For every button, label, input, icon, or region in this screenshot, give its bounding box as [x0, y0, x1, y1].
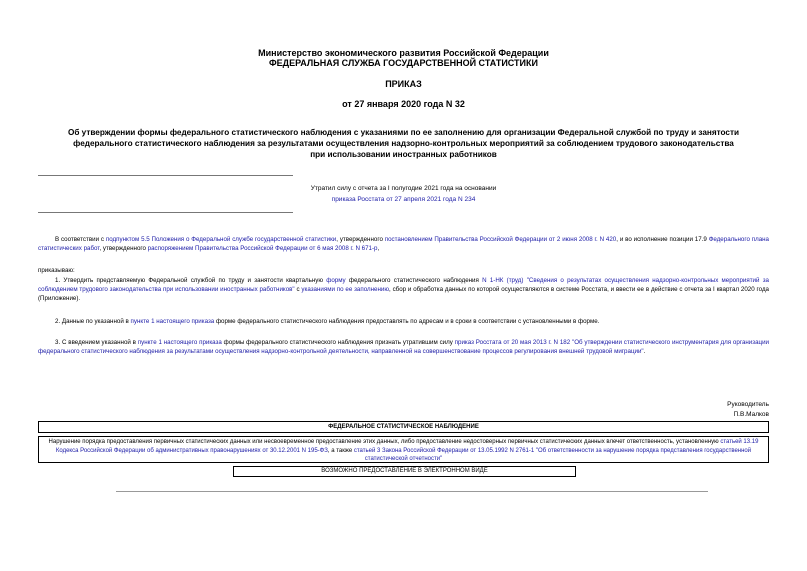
order-item-1	[38, 276, 769, 303]
link[interactable]: постановлением Правительства Российской Федерации от 2 июня 2008 г. N 420	[384, 236, 617, 243]
text: форме федерального статистического наблюдения предоставлять по адресам и в сроки в соответствии с установленными в форме.	[214, 318, 600, 325]
text: , утвержденного	[336, 236, 385, 243]
order-item-3	[38, 338, 769, 356]
text: , утвержденного	[99, 245, 148, 252]
electronic-submission-note: ВОЗМОЖНО ПРЕДОСТАВЛЕНИЕ В ЭЛЕКТРОННОМ ВИДЕ	[233, 466, 576, 477]
link[interactable]: Федерального плана статистических работ	[38, 236, 769, 252]
text: ,	[377, 245, 380, 252]
text: федерального статистического наблюдения	[345, 277, 483, 284]
divider	[38, 175, 293, 176]
title-line: Об утверждении формы федерального статистического наблюдения с указаниями по ее заполнению для организации Федеральной службой по труду и занятости	[67, 128, 740, 137]
text: 3. С введением указанной в	[55, 339, 138, 346]
document-type: ПРИКАЗ	[385, 79, 422, 89]
link[interactable]: распоряжением Правительства Российской Федерации от 6 мая 2008 г. N 671-р	[147, 245, 378, 252]
title-line: федерального статистического наблюдения за результатами осуществления надзорно-контрольных мероприятий за соблюдением трудового законодательства	[73, 139, 734, 148]
document-title	[0, 127, 807, 160]
document-date-number: от 27 января 2020 года N 32	[342, 99, 465, 109]
signature-block	[727, 400, 769, 420]
divider	[116, 491, 708, 492]
status-link[interactable]: приказа Росстата от 27 апреля 2021 года N 234	[331, 196, 476, 203]
text: формы федерального статистического наблюдения признать утратившим силу	[221, 339, 455, 346]
text: , и во исполнение позиции 17.9	[616, 236, 709, 243]
text: В соответствии с	[55, 236, 106, 243]
link[interactable]: указаниями по ее заполнению	[301, 286, 390, 293]
ministry-name: Министерство экономического развития Российской Федерации	[258, 48, 549, 58]
form-warning	[38, 436, 769, 463]
agency-name: ФЕДЕРАЛЬНАЯ СЛУЖБА ГОСУДАРСТВЕННОЙ СТАТИСТИКИ	[269, 58, 538, 68]
intro-paragraph	[38, 235, 769, 253]
link[interactable]: форму	[326, 277, 346, 284]
signature-name: П.В.Малков	[733, 411, 769, 418]
status-line: Утратил силу с отчета за I полугодие 2021 года на основании	[310, 185, 497, 192]
form-heading: ФЕДЕРАЛЬНОЕ СТАТИСТИЧЕСКОЕ НАБЛЮДЕНИЕ	[38, 421, 769, 433]
link[interactable]: статьей 13.19 Кодекса Российской Федерации об административных правонарушениях от 30.12.2001 N 195-ФЗ	[55, 439, 759, 454]
text: с	[294, 286, 302, 293]
text: , сбор и обработка данных по которой осуществляются в системе Росстата, и ввести ее в действие с отчета за I квартал 2020 года (Приложение).	[38, 286, 769, 302]
link[interactable]: приказ Росстата от 20 мая 2013 г. N 182 "Об утверждении статистического инструментария для организации федерального статистического наблюдения за результатами осуществления надзорно-контрольной деятельности, направленной на совершенствование процессов регулирования внешней трудовой миграции"	[38, 339, 769, 355]
signature-role: Руководитель	[727, 401, 769, 408]
text: 2. Данные по указанной в	[55, 318, 131, 325]
text: Нарушение порядка предоставления первичных статистических данных или несвоевременное предоставление этих данных, либо предоставление недостоверных первичных статистических данных влечет ответственность, установленную	[48, 439, 721, 445]
title-line: при использовании иностранных работников	[310, 150, 497, 159]
text: 1. Утвердить представляемую Федеральной службой по труду и занятости квартальную	[55, 277, 327, 284]
link[interactable]: статьей 3 Закона Российской Федерации от 13.05.1992 N 2761-1 "Об ответственности за нарушение порядка представления государственной статистической отчетности"	[353, 447, 752, 462]
link[interactable]: пункте 1 настоящего приказа	[130, 318, 215, 325]
link[interactable]: пункте 1 настоящего приказа	[137, 339, 222, 346]
text: , а также	[327, 447, 354, 454]
divider	[38, 212, 293, 213]
order-word: приказываю:	[38, 267, 75, 274]
order-item-2	[38, 317, 769, 326]
link[interactable]: подпунктом 5.5 Положения о Федеральной службе государственной статистики	[105, 236, 337, 243]
link[interactable]: N 1-НК (труд) "Сведения о результатах осуществления надзорно-контрольных мероприятий за соблюдением трудового законодательства при использовании иностранных работников"	[38, 277, 769, 293]
text: .	[643, 348, 646, 355]
